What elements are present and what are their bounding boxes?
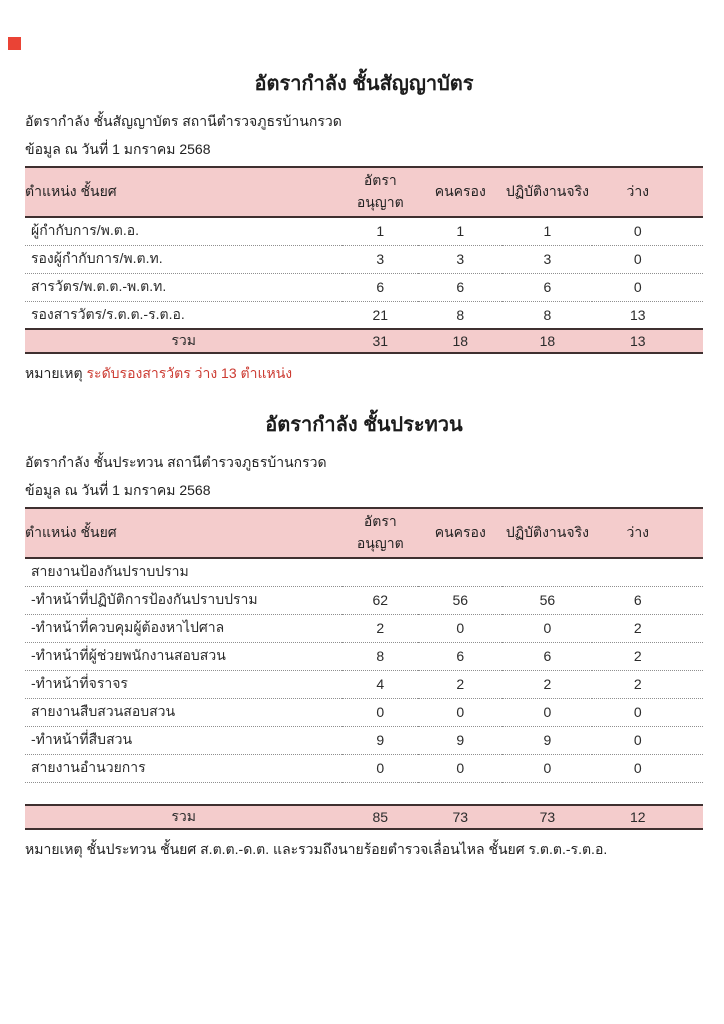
table-group-row	[25, 558, 703, 586]
table-group-row	[25, 698, 703, 726]
cell-value: 9	[502, 726, 592, 754]
table-row	[25, 614, 703, 642]
cell-value: 2	[592, 614, 703, 642]
cell-value: 0	[502, 614, 592, 642]
row-label: สายงานสืบสวนสอบสวน	[25, 698, 342, 726]
cell-value: 0	[592, 726, 703, 754]
cell-value: 0	[418, 754, 502, 782]
cell-value: 6	[502, 642, 592, 670]
column-header-vacant: ว่าง	[592, 508, 703, 558]
total-label: รวม	[25, 805, 342, 829]
row-label: -ทำหน้าที่จราจร	[25, 670, 342, 698]
total-value: 18	[418, 329, 502, 353]
cell-value: 2	[592, 670, 703, 698]
cell-value: 6	[502, 273, 592, 301]
column-header-position: ตำแหน่ง ชั้นยศ	[25, 167, 342, 217]
note-prefix: หมายเหตุ	[25, 841, 83, 857]
table-group-row	[25, 245, 703, 273]
cell-value: 9	[418, 726, 502, 754]
cell-value: 0	[592, 754, 703, 782]
row-label: -ทำหน้าที่ผู้ช่วยพนักงานสอบสวน	[25, 642, 342, 670]
total-value: 73	[502, 805, 592, 829]
cell-value: 1	[418, 217, 502, 245]
section-note	[25, 840, 703, 859]
cell-value: 0	[502, 698, 592, 726]
red-marker	[8, 37, 21, 50]
column-header-vacant: ว่าง	[592, 167, 703, 217]
table-group-row	[25, 273, 703, 301]
section-noncommissioned	[25, 411, 703, 859]
cell-value: 6	[418, 273, 502, 301]
cell-value: 8	[502, 301, 592, 329]
table-row	[25, 586, 703, 614]
table-group-row	[25, 754, 703, 782]
data-as-of-date: ข้อมูล ณ วันที่ 1 มกราคม 2568	[25, 141, 211, 157]
row-label: รองสารวัตร/ร.ต.ต.-ร.ต.อ.	[25, 301, 342, 329]
column-header-position: ตำแหน่ง ชั้นยศ	[25, 508, 342, 558]
cell-value: 62	[342, 586, 418, 614]
cell-value: 0	[592, 245, 703, 273]
section-title: อัตรากำลัง ชั้นประทวน	[265, 414, 463, 436]
cell-value: 1	[502, 217, 592, 245]
total-label: รวม	[25, 329, 342, 353]
row-label: สายงานอำนวยการ	[25, 754, 342, 782]
cell-value	[342, 558, 418, 586]
section-subtitle: อัตรากำลัง ชั้นประทวน สถานีตำรวจภูธรบ้านกรวด	[25, 454, 327, 470]
row-label: -ทำหน้าที่ควบคุมผู้ต้องหาไปศาล	[25, 614, 342, 642]
cell-value: 0	[592, 217, 703, 245]
row-label: รองผู้กำกับการ/พ.ต.ท.	[25, 245, 342, 273]
cell-value: 56	[502, 586, 592, 614]
cell-value: 4	[342, 670, 418, 698]
cell-value: 6	[342, 273, 418, 301]
row-label: -ทำหน้าที่สืบสวน	[25, 726, 342, 754]
cell-value: 6	[592, 586, 703, 614]
column-header-authorized: อัตราอนุญาต	[342, 167, 418, 217]
cell-value: 8	[342, 642, 418, 670]
cell-value: 3	[418, 245, 502, 273]
data-as-of-date: ข้อมูล ณ วันที่ 1 มกราคม 2568	[25, 482, 211, 498]
cell-value: 2	[502, 670, 592, 698]
column-header-occupied: คนครอง	[418, 508, 502, 558]
cell-value	[502, 558, 592, 586]
cell-value: 21	[342, 301, 418, 329]
total-value: 31	[342, 329, 418, 353]
note-prefix: หมายเหตุ	[25, 365, 83, 381]
cell-value: 3	[502, 245, 592, 273]
row-label: ผู้กำกับการ/พ.ต.อ.	[25, 217, 342, 245]
cell-value: 6	[418, 642, 502, 670]
cell-value: 1	[342, 217, 418, 245]
section-title: อัตรากำลัง ชั้นสัญญาบัตร	[254, 73, 474, 95]
cell-value: 2	[418, 670, 502, 698]
cell-value: 0	[342, 698, 418, 726]
cell-value: 13	[592, 301, 703, 329]
total-value: 18	[502, 329, 592, 353]
total-value: 12	[592, 805, 703, 829]
table-header-row	[25, 167, 703, 217]
table-row	[25, 670, 703, 698]
section-note	[25, 364, 703, 383]
cell-value: 9	[342, 726, 418, 754]
section-subtitle: อัตรากำลัง ชั้นสัญญาบัตร สถานีตำรวจภูธรบ้านกรวด	[25, 113, 342, 129]
section-commissioned	[25, 70, 703, 383]
row-label: -ทำหน้าที่ปฏิบัติการป้องกันปราบปราม	[25, 586, 342, 614]
commissioned-table	[25, 166, 703, 354]
note-highlight: ระดับรองสารวัตร ว่าง 13 ตำแหน่ง	[86, 365, 293, 381]
table-header-row	[25, 508, 703, 558]
row-label: สายงานป้องกันปราบปราม	[25, 558, 342, 586]
cell-value: 0	[502, 754, 592, 782]
noncommissioned-table	[25, 507, 703, 830]
cell-value: 8	[418, 301, 502, 329]
total-row	[25, 805, 703, 829]
spacer-row	[25, 782, 703, 805]
cell-value: 2	[342, 614, 418, 642]
cell-value	[592, 558, 703, 586]
column-header-occupied: คนครอง	[418, 167, 502, 217]
total-value: 73	[418, 805, 502, 829]
cell-value: 0	[418, 698, 502, 726]
cell-value: 2	[592, 642, 703, 670]
cell-value: 56	[418, 586, 502, 614]
cell-value: 3	[342, 245, 418, 273]
cell-value: 0	[418, 614, 502, 642]
table-row	[25, 642, 703, 670]
cell-value: 0	[342, 754, 418, 782]
row-label: สารวัตร/พ.ต.ต.-พ.ต.ท.	[25, 273, 342, 301]
column-header-actual: ปฏิบัติงานจริง	[502, 508, 592, 558]
column-header-authorized: อัตราอนุญาต	[342, 508, 418, 558]
spacer-cell	[25, 782, 703, 805]
total-row	[25, 329, 703, 353]
column-header-actual: ปฏิบัติงานจริง	[502, 167, 592, 217]
total-value: 85	[342, 805, 418, 829]
table-group-row	[25, 301, 703, 329]
table-group-row	[25, 217, 703, 245]
table-row	[25, 726, 703, 754]
note-text: ชั้นประทวน ชั้นยศ ส.ต.ต.-ด.ต. และรวมถึงนายร้อยตำรวจเลื่อนไหล ชั้นยศ ร.ต.ต.-ร.ต.อ.	[86, 841, 608, 857]
total-value: 13	[592, 329, 703, 353]
cell-value	[418, 558, 502, 586]
cell-value: 0	[592, 698, 703, 726]
cell-value: 0	[592, 273, 703, 301]
